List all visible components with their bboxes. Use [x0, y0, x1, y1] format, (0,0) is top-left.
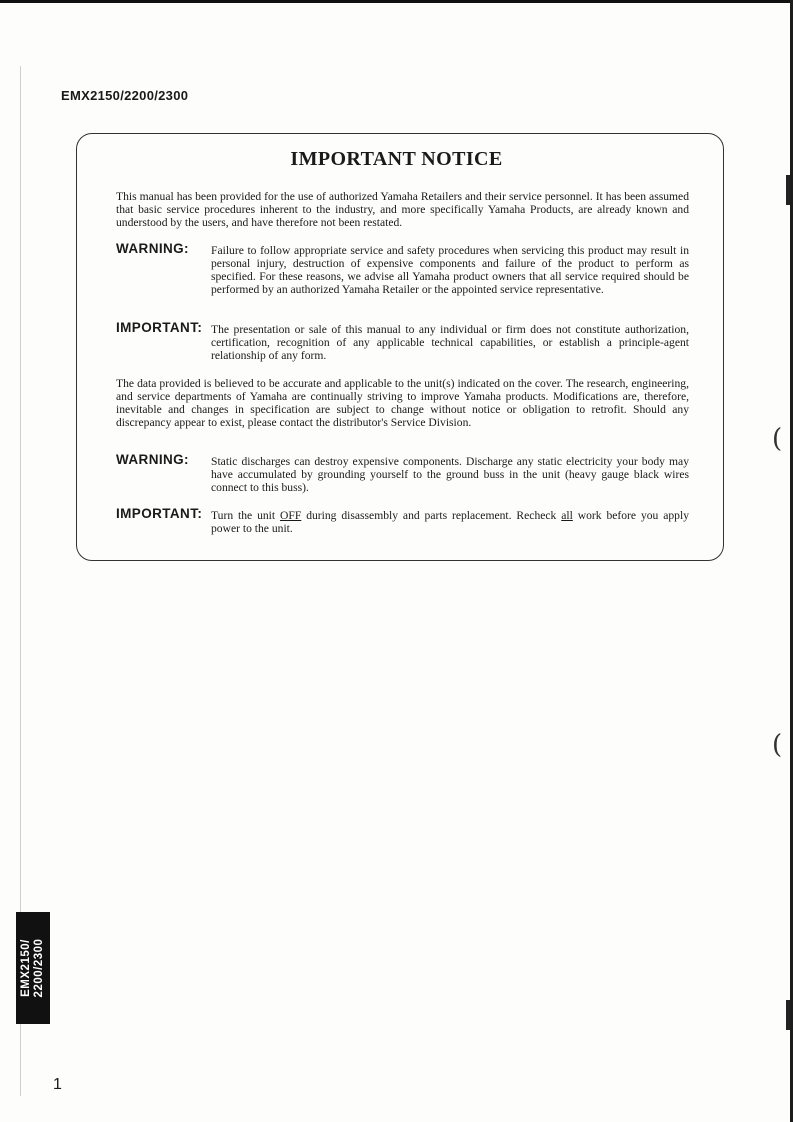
- important-text-part: work before you apply power to the unit.: [211, 509, 689, 535]
- scan-artifact-bracket: (: [772, 424, 783, 454]
- data-paragraph: The data provided is believed to be accurate and applicable to the unit(s) indicated on the cover. The research, engineering, and service departments of Yamaha are continually striving to improve Yamaha products. Modifications are, therefore, inevitable and changes in specification are subject to change without notice or obligation to retrofit. Should any discrepancy appear to exist, please contact the distributor's Service Division.: [116, 377, 689, 429]
- edge-mark: [786, 1000, 790, 1030]
- page-number: 1: [53, 1076, 62, 1093]
- important-text-part: during disassembly and parts replacement. Recheck: [301, 509, 562, 522]
- important-label: IMPORTANT:: [116, 320, 203, 335]
- important-text: [211, 509, 689, 535]
- all-underlined: all: [561, 509, 573, 522]
- scan-top-edge: [0, 0, 793, 3]
- important-label: IMPORTANT:: [116, 506, 203, 521]
- intro-paragraph: This manual has been provided for the use of authorized Yamaha Retailers and their service personnel. It has been assumed that basic service procedures inherent to the industry, and more specifically Yamaha Products, are already known and understood by the users, and have therefore not been restated.: [116, 190, 689, 229]
- important-text: The presentation or sale of this manual to any individual or firm does not constitute authorization, certification, recognition of any applicable technical capabilities, or establish a principle-agent relationship of any form.: [211, 323, 689, 362]
- warning-text: Static discharges can destroy expensive components. Discharge any static electricity your body may have accumulated by grounding yourself to the ground buss in the unit (heavy gauge black wires connect to this buss).: [211, 455, 689, 494]
- model-header: EMX2150/2200/2300: [61, 88, 189, 103]
- side-tab-line: 2200/2300: [33, 938, 45, 998]
- side-tab-text: [20, 912, 46, 1024]
- edge-mark: [786, 175, 790, 205]
- side-tab: [16, 912, 50, 1024]
- important-text-part: Turn the unit: [211, 509, 281, 522]
- notice-title: IMPORTANT NOTICE: [290, 148, 503, 170]
- scan-artifact-bracket: (: [772, 730, 783, 760]
- off-underlined: OFF: [280, 509, 302, 522]
- side-tab-line: EMX2150/: [20, 939, 32, 997]
- warning-text: Failure to follow appropriate service and safety procedures when servicing this product may result in personal injury, destruction of expensive components and failure of the product to perform as specified. For these reasons, we advise all Yamaha product owners that all service required should be performed by an authorized Yamaha Retailer or the appointed service representative.: [211, 244, 689, 296]
- warning-label: WARNING:: [116, 241, 189, 256]
- warning-label: WARNING:: [116, 452, 189, 467]
